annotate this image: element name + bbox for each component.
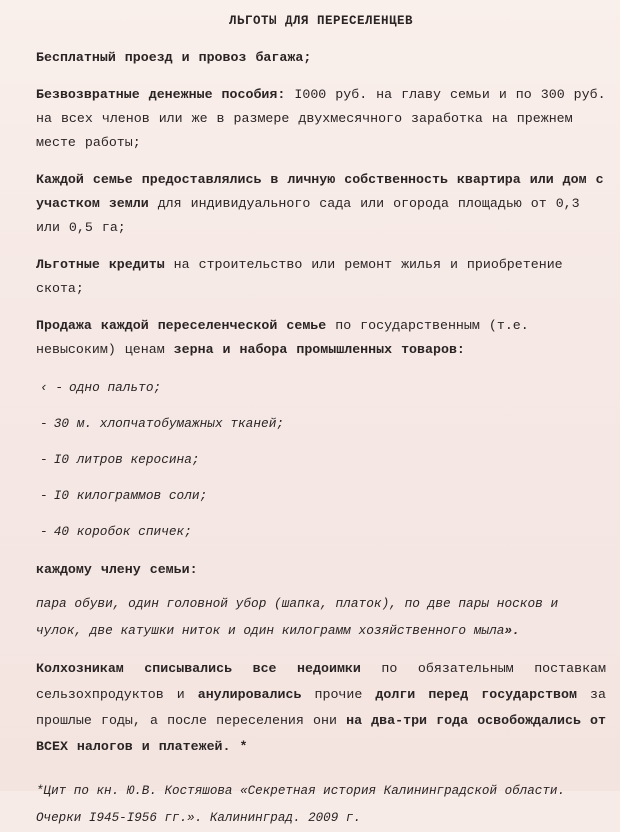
list-marker: ‹ - xyxy=(40,380,64,395)
family-items-text: пара обуви, один головной убор (шапка, платок), по две пары носков и чулок, две катушки ниток и один килограмм хозяйственного мыла xyxy=(36,596,559,638)
list-item xyxy=(40,378,606,398)
family-heading: каждому члену семьи: xyxy=(36,562,198,577)
kolkhoz-text-1: по обязательным поставкам сельзохпродуктов и xyxy=(36,661,607,702)
sale-text: по государственным (т.е. невысоким) ценам xyxy=(36,318,529,357)
credit-text: на строительство или ремонт жилья и приобретение скота; xyxy=(36,257,563,296)
list-item-text: 30 м. хлопчатобумажных тканей; xyxy=(53,416,285,431)
sale-bold: Продажа каждой переселенческой семье xyxy=(36,318,327,333)
list-marker: - xyxy=(40,452,48,467)
travel-text: Бесплатный проезд и провоз багажа; xyxy=(36,50,312,65)
list-item-text: I0 килограммов соли; xyxy=(53,488,208,503)
list-item-text: 40 коробок спичек; xyxy=(53,524,192,539)
footnote: *Цит по кн. Ю.В. Костяшова «Секретная история Калининградской области. Очерки I945-I956 гг.». Калининград. 2009 г. xyxy=(36,784,566,825)
family-items-end: ». xyxy=(504,623,520,638)
list-item xyxy=(40,414,606,434)
kolkhoz-text-2: прочие xyxy=(301,687,376,702)
allowance-paragraph xyxy=(36,83,606,155)
kolkhoz-bold-2: анулировались xyxy=(197,687,302,702)
allowance-text: I000 руб. на главу семьи и по 300 руб. на всех членов или же в размере двухмесячного заработка на прежнем месте работы; xyxy=(36,87,606,150)
kolkhoz-paragraph xyxy=(36,656,606,760)
footnote-marker: * xyxy=(230,739,248,754)
document-title: ЛЬГОТЫ ДЛЯ ПЕРЕСЕЛЕНЦЕВ xyxy=(228,14,414,28)
list-item xyxy=(40,450,606,470)
list-marker: - xyxy=(40,488,48,503)
sale-bold-2: зерна и набора промышленных товаров: xyxy=(173,342,465,357)
list-item-text: одно пальто; xyxy=(69,380,162,395)
travel-paragraph xyxy=(36,46,606,70)
credit-paragraph xyxy=(36,253,606,301)
kolkhoz-bold-1: Колхозникам списывались все недоимки xyxy=(36,661,361,676)
kolkhoz-bold-3: долги перед государством xyxy=(375,687,577,702)
housing-bold: Каждой семье предоставлялись в личную собственность квартира или дом с участком земли xyxy=(36,172,604,211)
list-item-text: I0 литров керосина; xyxy=(53,452,200,467)
sale-paragraph xyxy=(36,314,606,362)
kolkhoz-text-3: за прошлые годы, а после переселения они xyxy=(36,687,606,728)
allowance-bold: Безвозвратные денежные пособия: xyxy=(36,87,286,102)
credit-bold: Льготные кредиты xyxy=(36,257,165,272)
housing-paragraph xyxy=(36,168,606,240)
list-marker: - xyxy=(40,524,48,539)
housing-text: для индивидуального сада или огорода площадью от 0,3 или 0,5 га; xyxy=(36,196,580,235)
kolkhoz-bold-4: на два-три года освобождались от ВСЕХ налогов и платежей. xyxy=(36,713,607,754)
list-item xyxy=(40,522,606,542)
goods-list xyxy=(40,378,606,542)
family-items xyxy=(36,590,606,644)
list-item xyxy=(40,486,606,506)
list-marker: - xyxy=(40,416,48,431)
